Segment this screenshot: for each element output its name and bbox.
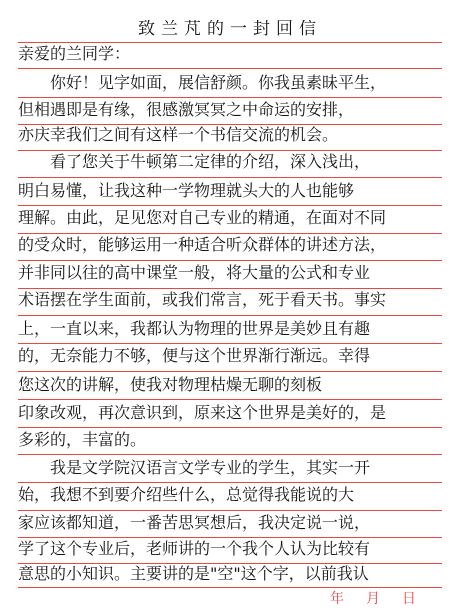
ruled-line (18, 343, 442, 344)
ruled-line (18, 124, 442, 125)
ruled-line (18, 482, 442, 483)
date-month-label: 月 (366, 591, 380, 607)
ruled-line (18, 510, 442, 511)
letter-line: 并非同以往的高中课堂一般，将大量的公式和专业 (18, 264, 371, 282)
ruled-line (18, 97, 442, 98)
ruled-line (18, 150, 442, 151)
letter-line: 术语摆在学生面前，或我们常言，死于看天书。事实 (18, 291, 387, 309)
letter-line: 看了您关于牛顿第二定律的介绍，深入浅出， (50, 153, 371, 171)
ruled-line (18, 205, 442, 206)
letter-line: 学了这个专业后，老师讲的一个我个人认为比较有 (18, 540, 371, 558)
date-footer (0, 588, 456, 608)
letter-title: 致兰芃的一封回信 (138, 20, 322, 38)
letter-line: 多彩的，丰富的。 (18, 431, 147, 449)
ruled-line (18, 260, 442, 261)
ruled-line (18, 399, 442, 400)
ruled-line (18, 42, 442, 43)
ruled-line (18, 288, 442, 289)
letter-line: 家应该都知道，一番苦思冥想后，我决定说一说， (18, 514, 371, 532)
letter-line: 我是文学院汉语言文学专业的学生，其实一开 (50, 459, 371, 477)
date-day-label: 日 (402, 591, 416, 607)
ruled-line (18, 563, 442, 564)
salutation: 亲爱的兰同学： (18, 45, 131, 63)
letter-line: 您这次的讲解，使我对物理枯燥无聊的刻板 (18, 376, 323, 394)
letter-line: 亦庆幸我们之间有这样一个书信交流的机会。 (18, 126, 339, 144)
letter-line: 的，无奈能力不够，便与这个世界渐行渐远。幸得 (18, 347, 371, 365)
ruled-line (18, 371, 442, 372)
letter-line: 意思的小知识。主要讲的是"空"这个字，以前我认 (18, 565, 369, 583)
date-year-label: 年 (330, 591, 344, 607)
ruled-line (18, 68, 442, 69)
ruled-line (18, 315, 442, 316)
letter-line: 理解。由此，足见您对自己专业的精通，在面对不同 (18, 209, 387, 227)
letter-line: 上，一直以来，我都认为物理的世界是美妙且有趣 (18, 320, 371, 338)
letter-line: 明白易懂，让我这种一学物理就头大的人也能够 (18, 182, 355, 200)
ruled-line (18, 233, 442, 234)
letter-line: 的受众时，能够运用一种适合听众群体的讲述方法， (18, 236, 387, 254)
ruled-line (18, 427, 442, 428)
letter-line: 印象改观，再次意识到，原来这个世界是美好的，是 (18, 404, 387, 422)
letter-line: 但相遇即是有缘，很感激冥冥之中命运的安排， (18, 101, 355, 119)
ruled-line (18, 454, 442, 455)
ruled-line (18, 537, 442, 538)
ruled-line (18, 177, 442, 178)
letter-line: 你好！见字如面，展信舒颜。你我虽素昧平生， (50, 74, 387, 92)
letter-line: 始，我想不到要介绍些什么，总觉得我能说的大 (18, 486, 355, 504)
